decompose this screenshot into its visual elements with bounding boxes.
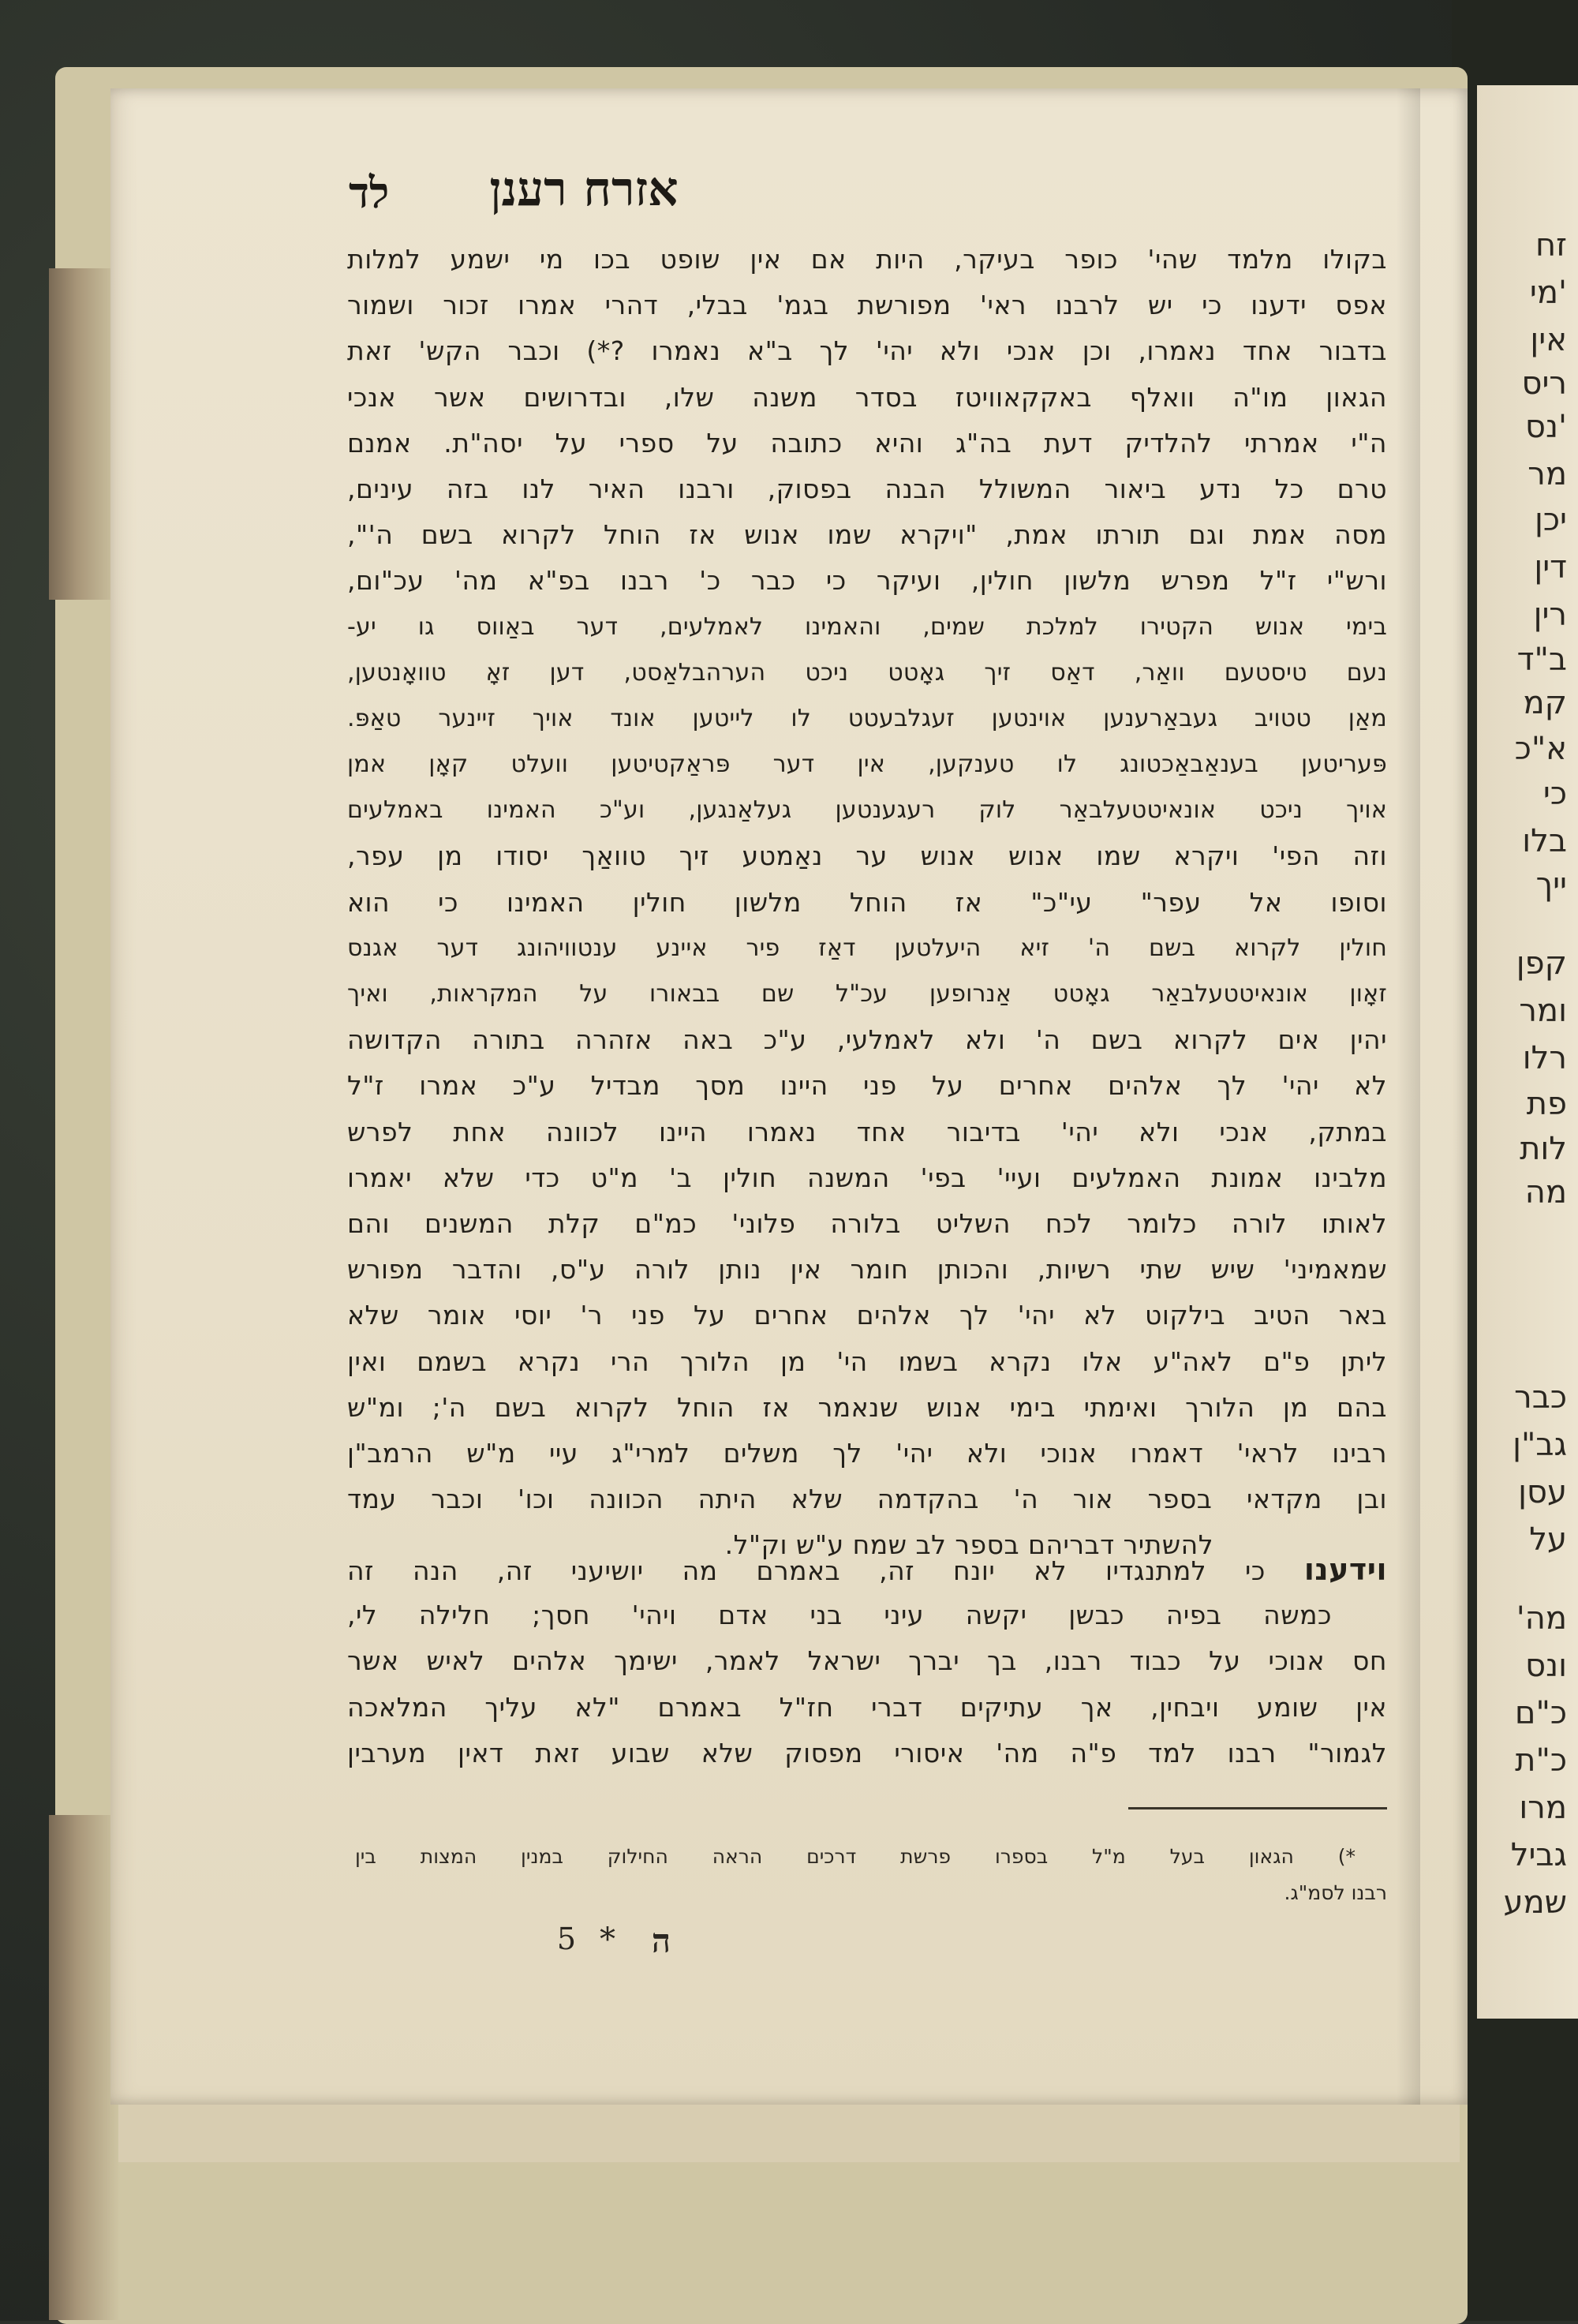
footnote-block (355, 1839, 1387, 1911)
text-line: חס אנוכי על כבוד רבנו, בך יברך ישראל לאמר, ישימך אלהים לאיש אשר (347, 1645, 1387, 1677)
worn-cover-edge-top (49, 268, 120, 600)
running-header-title: אזרח רענן (489, 162, 679, 217)
second-paragraph (347, 1547, 1387, 1776)
adjacent-page-fragment: אין (1530, 322, 1567, 358)
text-line: זאָון אונאיטטעלבאַר גאָטט אַנרופען עכ"ל שם בבאורו על המקראות, ואיך (347, 980, 1387, 1008)
page-gutter-shadow (1397, 88, 1420, 2105)
text-line: וזה הפי' ויקרא שמו אנוש אנוש ער נאַמטע זיך טוואַך יסודו מן עפר, (347, 840, 1387, 872)
page-number: לד (349, 167, 390, 218)
text-line: וסופו אל עפר" עי"כ" אז הוחל מלשון חולין האמינו כי הוא (347, 886, 1387, 918)
text-line: במתק, אנכי ולא יהי' בדיבור אחד נאמרו היינו לכוונה אחת לפרש (347, 1116, 1387, 1147)
text-line: בהם מן הלורך ואימתי בימי אנוש שנאמר אז הוחל לקרוא בשם ה'; ומ"ש (347, 1391, 1387, 1423)
adjacent-page-fragment: כי (1542, 776, 1567, 812)
adjacent-page-fragment: ייך (1535, 866, 1567, 903)
footnote-divider (1128, 1807, 1387, 1809)
text-line: לגמור" רבנו למד פ"ה מה' איסורי מפסוק שלא שבוע זאת דאין מערבין (347, 1737, 1387, 1768)
adjacent-page-fragment: בלו (1522, 823, 1567, 859)
adjacent-page-fragment: מה (1524, 1174, 1567, 1211)
text-line: בדבור אחד נאמרו, וכן אנכי ולא יהי' לך ב"א נאמרו ?*) וכבר הקש' זאת (347, 335, 1387, 367)
adjacent-page-fragment: על (1529, 1521, 1567, 1558)
printer-signature-mark (544, 1922, 702, 1969)
text-line: מלבינו אמונת האמלעים ועיי' בפי' המשנה חולין ב' מ"ט כדי שלא יאמרו (347, 1162, 1387, 1193)
signature-star: * (600, 1922, 615, 1958)
adjacent-page-fragment: 'נס (1525, 409, 1567, 445)
text-line (347, 1547, 1387, 1592)
adjacent-page-fragment: ונס (1525, 1648, 1567, 1684)
text-line: נעם טיסטעם וואַר, דאַס זיך גאָטט ניכט הערהבלאַסט, דען זאָ טוואָנטען, (347, 658, 1387, 687)
adjacent-page-fragment: שמע (1503, 1884, 1567, 1921)
text-line: אפס ידענו כי יש לרבנו ראי' מפורשת בגמ' בבלי, דהרי אמרו זכור ושמור (347, 290, 1387, 321)
adjacent-page-fragment: א"כ (1514, 731, 1567, 767)
adjacent-page-fragment: גב"ן (1513, 1427, 1567, 1463)
adjacent-page-fragment: כ"ם (1514, 1695, 1567, 1731)
adjacent-page-fragment: פת (1526, 1086, 1567, 1122)
text-line: ובן מקדאי בספר אור ה' בהקדמה שלא היתה הכוונה וכו' וכבר עמד (347, 1484, 1387, 1515)
adjacent-page-fragment: קמ (1523, 685, 1567, 721)
adjacent-page-fragment: ריס (1521, 365, 1567, 402)
footnote-line: רבנו לסמ"ג. (1284, 1881, 1387, 1904)
text-line: יהין אים לקרוא בשם ה' ולא לאמלעי, ע"כ באה אזהרה בתורה הקדושה (347, 1024, 1387, 1056)
main-text-block (347, 237, 1387, 1568)
text-line: לאותו לורה כלומר לכח השליט בלורה פלוני' כמ"ם קלת המשנים והם (347, 1207, 1387, 1239)
text-line: כמשה בפיה כבשן יקשה עיני בני אדם ויהי' חסך; חלילה לי, (347, 1600, 1332, 1631)
text-line-content: כי למתנגדיו לא יונח זה, באמרם מה יושיעני זה, הנה זה (347, 1555, 1266, 1586)
text-line: רבינו לראי' דאמרו אנוכי ולא יהי' לך משלים למרי"ג עיי מ"ש הרמב"ן (347, 1437, 1387, 1469)
adjacent-page-fragment: 'מי (1529, 275, 1567, 311)
adjacent-page-fragment: גביל (1510, 1837, 1567, 1873)
text-line: בקולו מלמד שהי' כופר בעיקר, היות אם אין שופט בכו מי ישמע למלות (347, 244, 1387, 275)
adjacent-page-fragment: רין (1533, 597, 1567, 633)
adjacent-page-fragment: רלו (1522, 1040, 1567, 1076)
text-line: להשתיר דבריהם בספר לב שמח ע"ש וק"ל. (724, 1529, 1213, 1561)
adjacent-page-fragment: ב"ד (1516, 642, 1567, 678)
adjacent-page-fragment: עסן (1518, 1474, 1567, 1510)
adjacent-page-fragment: קפן (1516, 945, 1567, 982)
adjacent-page-fragment: יכן (1535, 502, 1567, 538)
text-line: פּעריטען בענאַבאַכטונג לו טענקען, אין דער פּראַקטיטען וועלט קאָן אמן (347, 750, 1387, 779)
worn-cover-edge-bottom (49, 1815, 120, 2320)
text-line: מאַן טטויב געבאַרענען אוינטען זעגלבעטט לו לייטען אונד אויך זיינער טאַפּ. (347, 704, 1387, 732)
adjacent-page-fragment: מה' (1516, 1600, 1567, 1637)
adjacent-page (1477, 85, 1578, 2019)
paragraph-lead-word: וידענו (1303, 1552, 1387, 1587)
signature-letter: ה (651, 1922, 671, 1960)
text-line: אין שומע ויבחין, אך עתיקים דברי חז"ל באמרם "לא עליך המלאכה (347, 1691, 1387, 1723)
adjacent-page-fragment: כ"ת (1515, 1742, 1567, 1779)
text-line: טרם כל נדע ביאור המשולל הבנה בפסוק, ורבנו האיר לנו בזה עינים, (347, 473, 1387, 504)
signature-number: 5 (556, 1922, 576, 1956)
adjacent-page-fragment: דין (1534, 549, 1567, 586)
adjacent-page-fragment: מרו (1519, 1790, 1567, 1826)
adjacent-page-fragment: מר (1528, 456, 1567, 492)
adjacent-page-fragment: כבר (1514, 1379, 1567, 1416)
text-line: ורש"י ז"ל מפרש מלשון חולין, ועיקר כי כבר כ' רבנו בפ"א מה' עכ"ום, (347, 565, 1387, 597)
text-line: באר הטיב בילקוט לא יהי' לך אלהים אחרים על פני ר' יוסי אומר שלא (347, 1300, 1387, 1331)
adjacent-page-fragment: לות (1520, 1131, 1567, 1167)
adjacent-page-fragment: זח (1535, 227, 1567, 264)
adjacent-page-fragment: ומר (1519, 993, 1567, 1029)
footnote-line: *) הגאון בעל מ"ל בספרו פרשת דרכים הראה החילוק במנין המצות בין (355, 1845, 1356, 1868)
text-line: אויך ניכט אונאיטטעלבאַר לוק רעגענטען געלאַנגען, וע"כ האמינו באמלעים (347, 796, 1387, 825)
text-line: לא יהי' לך אלהים אחרים על פני היינו מסך מבדיל ע"כ אמרו ז"ל (347, 1070, 1387, 1102)
text-line: מסה אמת וגם תורתו אמת, "ויקרא שמו אנוש אז הוחל לקרוא בשם ה'", (347, 519, 1387, 551)
text-line: חולין לקרוא בשם ה' זיא היעלטען דאַז פיר איינע ענטוויהונג דער אגנס (347, 934, 1387, 962)
text-line: ליתן פ"ם לאה"ע אלו נקרא בשמו הי' מן הלורך הרי נקרא בשמם ואין (347, 1345, 1387, 1377)
text-line: הגאון מו"ה וואלף באקקאוויטז בסדר משנה שלו, ובדרושים אשר אנכי (347, 381, 1387, 413)
text-line: בימי אנוש הקטירו למלכת שמים, והאמינו לאמלעים, דער באַווס גו יע- (347, 612, 1387, 641)
text-line: שמאמיני' שיש שתי רשיות, והכותן חומר אין נותן לורה ע"ס, והדבר מפורש (347, 1254, 1387, 1285)
text-line: ה"י אמרתי להלדיק דעת בה"ג והיא כתובה על ספרי על יסה"ת. אמנם (347, 427, 1387, 458)
